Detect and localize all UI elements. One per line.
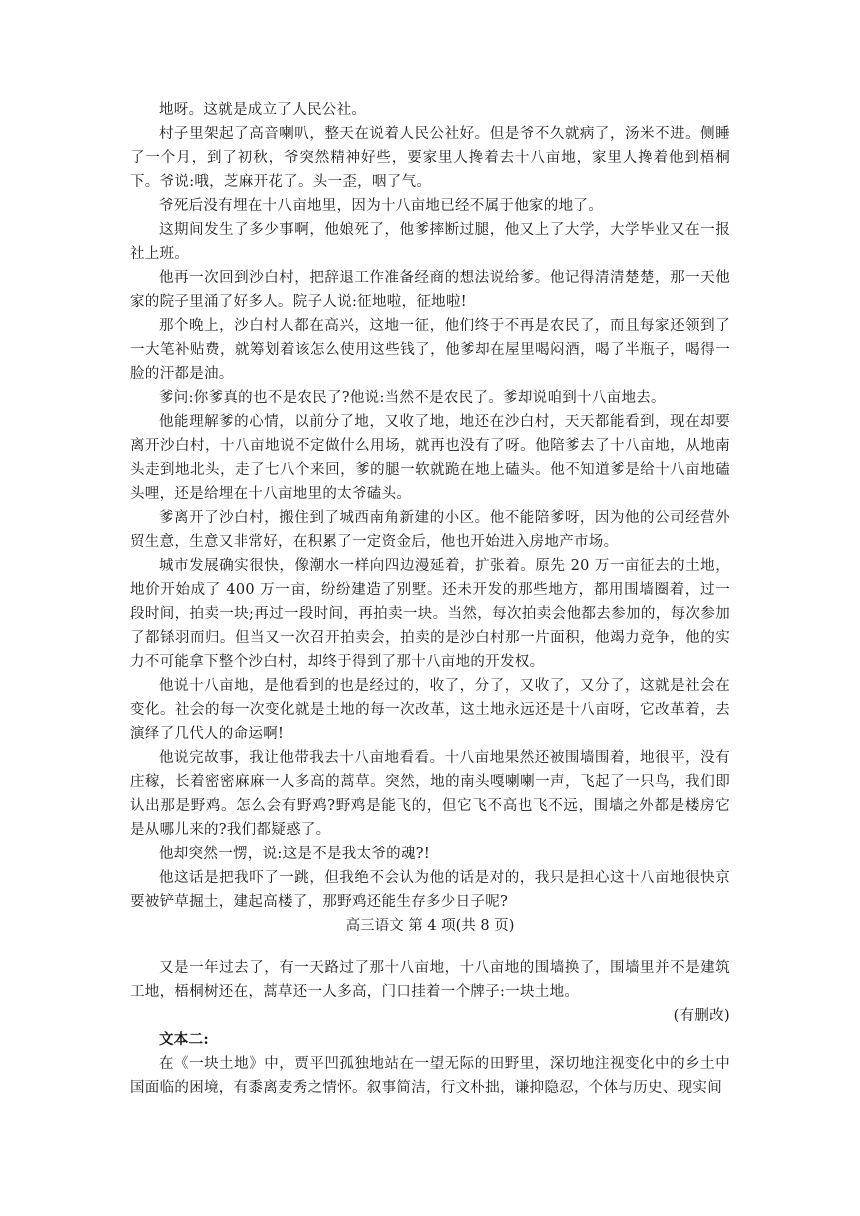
paragraph: 他说完故事，我让他带我去十八亩地看看。十八亩地果然还被围墙围着，地很平，没有庄稼，长着密密麻麻一人多高的蒿草。突然，地的南头嘎喇喇一声，飞起了一只鸟，我们即认出那是野鸡。怎么会有野鸡?野鸡是能飞的，但它飞不高也飞不远，围墙之外都是楼房它是从哪儿来的?我们都疑惑了。 bbox=[130, 750, 730, 838]
paragraph: 他说十八亩地，是他看到的也是经过的，收了，分了，又收了，又分了，这就是社会在变化。社会的每一次变化就是土地的每一次改革，这土地永远还是十八亩呀，它改革着，去演绎了几代人的命运啊! bbox=[130, 678, 730, 742]
paragraph: 爷死后没有埋在十八亩地里，因为十八亩地已经不属于他家的地了。 bbox=[159, 198, 603, 214]
paragraph: 又是一年过去了，有一天路过了那十八亩地，十八亩地的围墙换了，围墙里并不是建筑工地，梧桐树还在，蒿草还一人多高，门口挂着一个牌子:一块土地。 bbox=[130, 960, 730, 1000]
paragraph: 地呀。这就是成立了人民公社。 bbox=[159, 102, 367, 118]
paragraph: 这期间发生了多少事啊，他娘死了，他爹摔断过腿，他又上了大学，大学毕业又在一报社上班。 bbox=[130, 222, 730, 262]
paragraph: 村子里架起了高音喇叭，整天在说着人民公社好。但是爷不久就病了，汤米不进。侧睡了一个月，到了初秋，爷突然精神好些，要家里人搀着去十八亩地，家里人搀着他到梧桐下。爷说:哦，芝麻开花了。头一歪，咽了气。 bbox=[130, 126, 730, 190]
paragraph: 在《一块土地》中，贾平凹孤独地站在一望无际的田野里，深切地注视变化中的乡土中国面临的困境，有黍离麦秀之情怀。叙事简洁，行文朴拙，谦抑隐忍，个体与历史、现实间 bbox=[130, 1056, 730, 1096]
paragraph: 他能理解爹的心情，以前分了地，又收了地，地还在沙白村，天天都能看到，现在却要离开沙白村，十八亩地说不定做什么用场，就再也没有了呀。他陪爹去了十八亩地，从地南头走到地北头，走了七八个来回，爹的腿一软就跪在地上磕头。他不知道爹是给十八亩地磕头哩，还是给埋在十八亩地里的太爷磕头。 bbox=[130, 414, 730, 502]
page-footer: 高三语文 第 4 项(共 8 页) bbox=[345, 918, 515, 934]
paragraph: 爹离开了沙白村，搬住到了城西南角新建的小区。他不能陪爹呀，因为他的公司经营外贸生意，生意又非常好，在积累了一定资金后，他也开始进入房地产市场。 bbox=[130, 510, 730, 550]
paragraph: 那个晚上，沙白村人都在高兴，这地一征，他们终于不再是农民了，而且每家还领到了一大笔补贴费，就筹划着该怎么使用这些钱了，他爹却在屋里喝闷酒，喝了半瓶子，喝得一脸的汗都是油。 bbox=[130, 318, 730, 382]
paragraph: 他却突然一愣，说:这是不是我太爷的魂?! bbox=[159, 846, 430, 862]
paragraph: 他这话是把我吓了一跳，但我绝不会认为他的话是对的，我只是担心这十八亩地很快京要被铲草掘土，建起高楼了，那野鸡还能生存多少日子呢? bbox=[130, 870, 730, 910]
section-title: 文本二: bbox=[159, 1031, 210, 1048]
paragraph: 城市发展确实很快，像潮水一样向四边漫延着，扩张着。原先 20 万一亩征去的土地，地价开始成了 400 万一亩，纷纷建造了别墅。还未开发的那些地方，都用围墙圈着，过一段时间，拍卖一块;再过一段时间，再拍卖一块。当然，每次拍卖会他都去参加的，每次参加了都铩羽而归。但当又一次召开拍卖会，拍卖的是沙白村那一片面积，他竭力竞争，他的实力不可能拿下整个沙白村，却终于得到了那十八亩地的开发权。 bbox=[130, 558, 730, 670]
source-note: (有删改) bbox=[673, 1008, 730, 1024]
paragraph: 爹问:你爹真的也不是农民了?他说:当然不是农民了。爹却说咱到十八亩地去。 bbox=[159, 390, 666, 406]
page-1-body bbox=[130, 98, 730, 914]
page-break bbox=[130, 938, 730, 956]
paragraph: 他再一次回到沙白村，把辞退工作准备经商的想法说给爹。他记得清清楚楚，那一天他家的院子里涌了好多人。院子人说:征地啦，征地啦! bbox=[130, 270, 730, 310]
document-page bbox=[130, 98, 730, 1100]
page-2-body bbox=[130, 956, 730, 1100]
